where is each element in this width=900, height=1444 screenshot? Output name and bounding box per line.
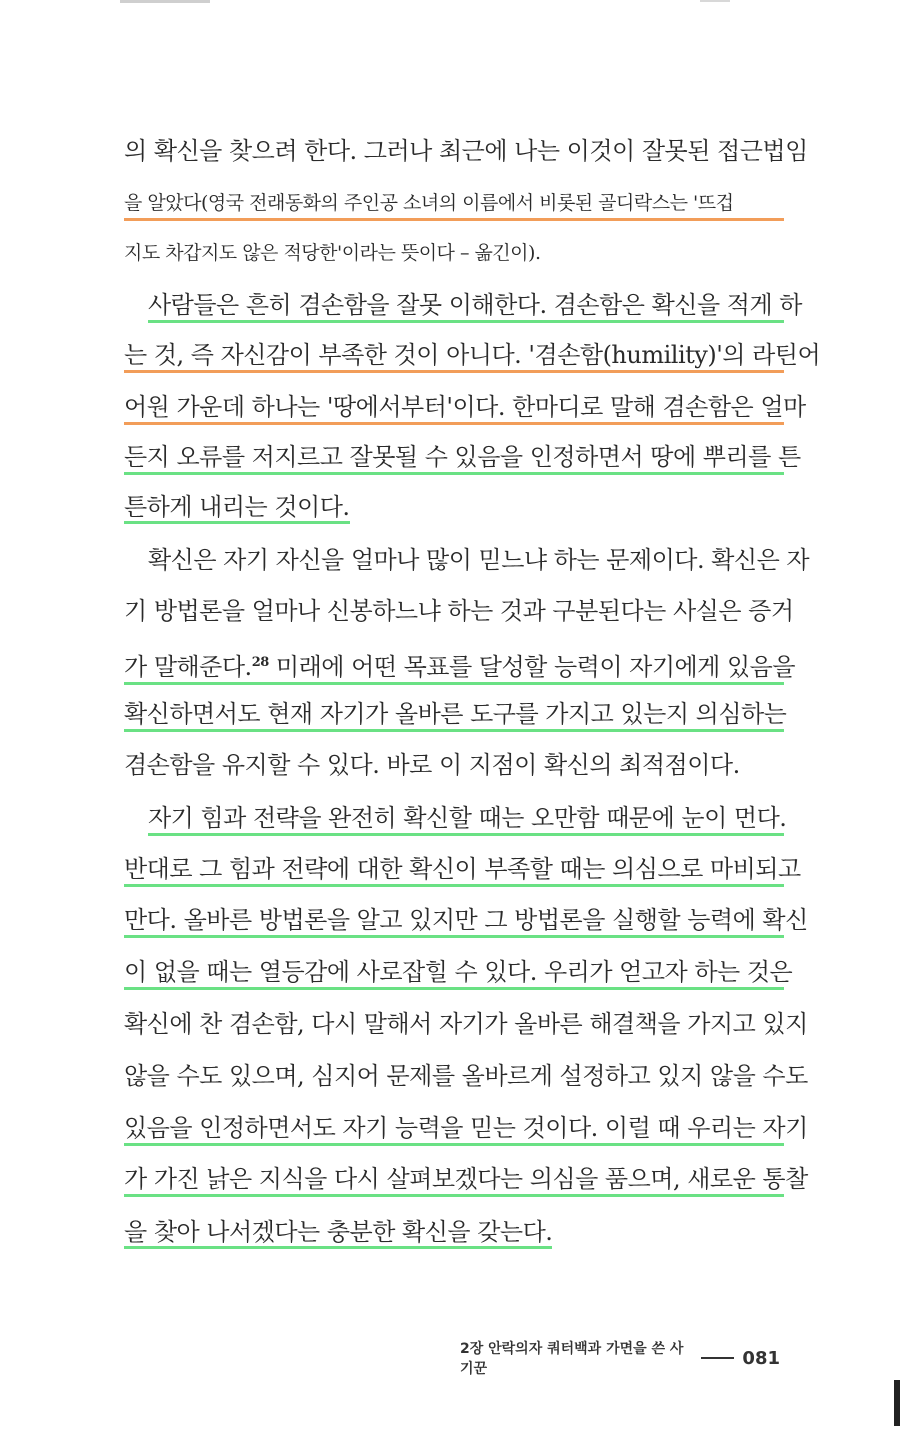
footnote-marker: 28 <box>251 655 269 670</box>
text-line: 사람들은 흔히 겸손함을 잘못 이해한다. 겸손함은 확신을 적게 하 <box>148 290 784 323</box>
text-segment: 미래에 어떤 목표를 달성할 능력이 자기에게 있음을 <box>268 653 796 681</box>
text-line: 확신에 찬 겸손함, 다시 말해서 자기가 올바른 해결책을 가지고 있지 <box>124 1010 808 1038</box>
text-line: 가 가진 낡은 지식을 다시 살펴보겠다는 의심을 품으며, 새로운 통찰 <box>124 1164 784 1197</box>
text-line: 않을 수도 있으며, 심지어 문제를 올바르게 설정하고 있지 않을 수도 <box>124 1062 808 1090</box>
page-number: 081 <box>742 1347 780 1369</box>
text-line: 확신은 자기 자신을 얼마나 많이 믿느냐 하는 문제이다. 확신은 자 <box>148 546 810 574</box>
text-line: 의 확신을 찾으려 한다. 그러나 최근에 나는 이것이 잘못된 접근법임 <box>124 137 808 165</box>
highlighted-span: 을 찾아 나서겠다는 충분한 확신을 갖는다. <box>124 1218 552 1249</box>
footer-rule <box>701 1357 734 1359</box>
text-line: 겸손함을 유지할 수 있다. 바로 이 지점이 확신의 최적점이다. <box>124 751 740 779</box>
text-segment: 가 말해준다. <box>124 653 252 681</box>
text-line <box>124 648 796 685</box>
text-line: 자기 힘과 전략을 완전히 확신할 때는 오만함 때문에 눈이 먼다. <box>148 803 784 836</box>
text-line: 있음을 인정하면서도 자기 능력을 믿는 것이다. 이럴 때 우리는 자기 <box>124 1113 784 1146</box>
scan-smudge <box>700 0 730 2</box>
text-line <box>124 492 784 522</box>
text-line: 을 알았다(영국 전래동화의 주인공 소녀의 이름에서 비롯된 골디락스는 '뜨겁 <box>124 188 784 221</box>
scan-edge-mark <box>894 1380 900 1426</box>
text-line: 이 없을 때는 열등감에 사로잡힐 수 있다. 우리가 얻고자 하는 것은 <box>124 957 784 990</box>
text-line: 확신하면서도 현재 자기가 올바른 도구를 가지고 있는지 의심하는 <box>124 699 784 732</box>
text-line: 는 것, 즉 자신감이 부족한 것이 아니다. '겸손함(humility)'의 라틴어 <box>124 340 784 373</box>
text-line: 기 방법론을 얼마나 신봉하느냐 하는 것과 구분된다는 사실은 증거 <box>124 597 794 625</box>
highlighted-span: 튼하게 내리는 것이다. <box>124 493 350 524</box>
page-footer <box>460 1341 780 1377</box>
text-line: 지도 차갑지도 않은 적당한'이라는 뜻이다 – 옮긴이). <box>124 242 541 264</box>
text-line: 든지 오류를 저지르고 잘못될 수 있음을 인정하면서 땅에 뿌리를 튼 <box>124 442 784 475</box>
text-line: 반대로 그 힘과 전략에 대한 확신이 부족할 때는 의심으로 마비되고 <box>124 854 784 887</box>
chapter-title: 2장 안락의자 쿼터백과 가면을 쓴 사기꾼 <box>460 1341 684 1377</box>
text-line <box>124 1217 784 1247</box>
text-line: 만다. 올바른 방법론을 알고 있지만 그 방법론을 실행할 능력에 확신 <box>124 905 784 938</box>
scan-smudge <box>120 0 210 3</box>
text-line: 어원 가운데 하나는 '땅에서부터'이다. 한마디로 말해 겸손함은 얼마 <box>124 392 784 425</box>
